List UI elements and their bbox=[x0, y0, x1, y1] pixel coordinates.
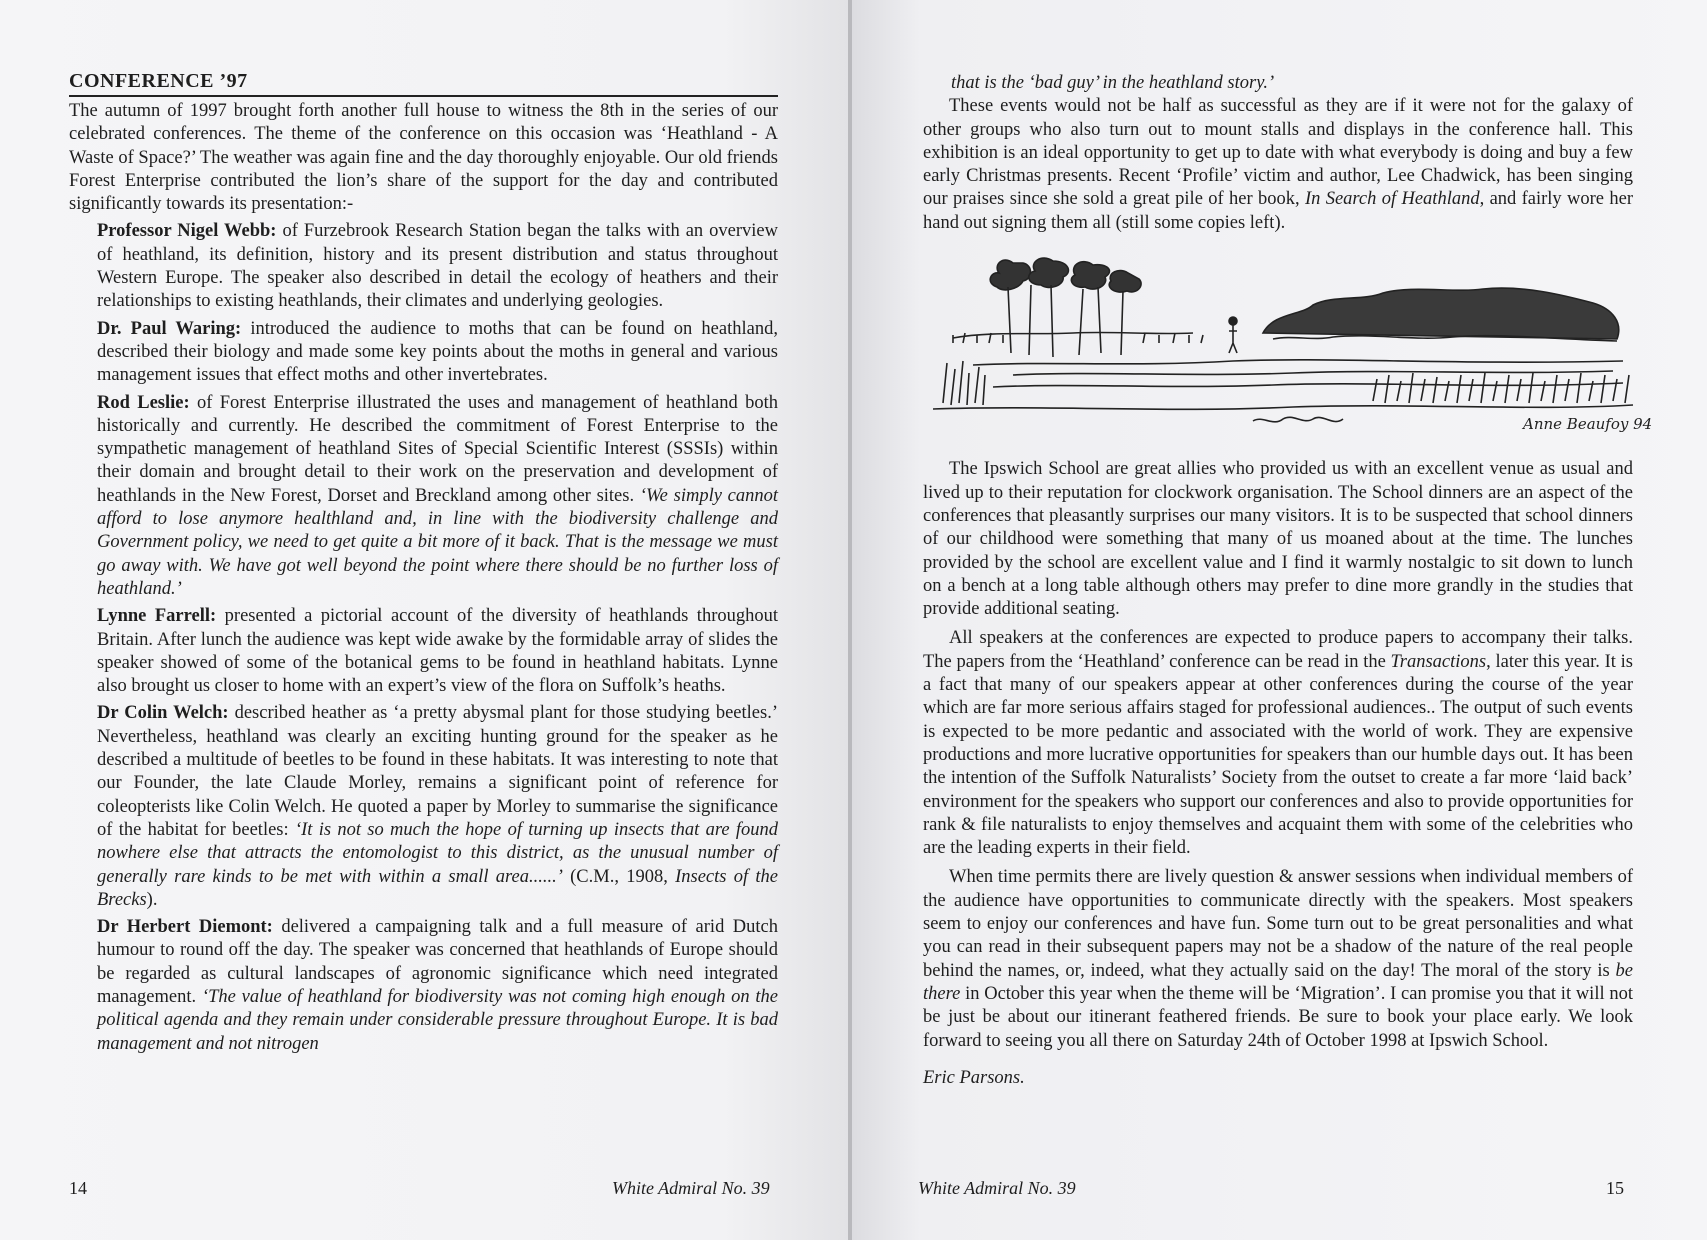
emphasis: be there bbox=[923, 960, 1633, 1004]
speaker-name: Professor Nigel Webb: bbox=[97, 221, 277, 242]
running-head-left: White Admiral No. 39 bbox=[612, 1178, 770, 1198]
speaker-entry bbox=[97, 318, 778, 388]
speaker-description: of Furzebrook Research Station began the talks with an overview of heathland, its definition, history and its present distribution and status throughout Western Europe. The speaker also described in detail the ecology of heathers and their relationships to existing heathlands, their climates and underlying geologies. bbox=[97, 221, 778, 312]
page-number-left: 14 bbox=[69, 1178, 87, 1198]
speaker-entry bbox=[97, 916, 778, 1056]
para-text: All speakers at the conferences are expected to produce papers to accompany their talks. The papers from the ‘Heathland’ conference can be read in the bbox=[923, 628, 1633, 672]
intro-paragraph: The autumn of 1997 brought forth another full house to witness the 8th in the series of our celebrated conferences. The theme of the conference on this occasion was ‘Heathland - A Waste of Space?’ The weather was again fine and the day thoroughly enjoyable. Our old friends Forest Enterprise contributed the lion’s share of the support for the day and contributed significantly towards its presentation:- bbox=[69, 101, 778, 215]
journal-title: Transactions bbox=[1390, 651, 1487, 672]
speaker-name: Dr Colin Welch: bbox=[97, 703, 229, 724]
book-title: In Search of Heathland bbox=[1304, 189, 1480, 210]
illustration-signature: Anne Beaufoy 94 bbox=[1523, 415, 1653, 434]
speaker-name: Dr. Paul Waring: bbox=[97, 318, 242, 339]
speaker-entry bbox=[97, 702, 778, 912]
speaker-entry bbox=[97, 220, 778, 313]
para-text: When time permits there are lively question & answer sessions when individual members of the audience have opportunities to communicate directly with the speakers. Most speakers seem to enjoy our conferences and have fun. Some turn out to be great personalities and what you can read in their subsequent papers may not be a shadow of the nature of the real people behind the names, or, indeed, what they actually said on the day! The moral of the story is bbox=[923, 867, 1633, 981]
paragraph-closing bbox=[923, 866, 1633, 1052]
para-text: , and fairly wore her hand out signing them all (still some copies left). bbox=[923, 189, 1633, 233]
quote-continued-text: that is the ‘bad guy’ in the heathland story.’ bbox=[951, 73, 1275, 93]
speaker-quote: ‘It is not so much the hope of turning up insects that are found nowhere else that attracts the entomologist to this district, as the unusual number of generally rare kinds to be met with within a small area......’ bbox=[97, 819, 778, 887]
right-page bbox=[852, 0, 1707, 1240]
speaker-name: Dr Herbert Diemont: bbox=[97, 917, 273, 938]
quote-continued bbox=[951, 72, 1633, 95]
speaker-description: of Forest Enterprise illustrated the uses and management of heathland both historically and currently. He described the commitment of Forest Enterprise to the sympathetic management of heathland Sites of Special Scientific Interest (SSSIs) within their domain and brought detail to their work on the preservation and development of heathlands in the New Forest, Dorset and Breckland among other sites. bbox=[97, 392, 778, 506]
running-head-right: White Admiral No. 39 bbox=[918, 1178, 1076, 1198]
page-number-right: 15 bbox=[1606, 1178, 1624, 1198]
paragraph-papers bbox=[923, 627, 1633, 860]
speaker-description: delivered a campaigning talk and a full measure of arid Dutch humour to round off the day. The speaker was concerned that heathlands of Europe should be regarded as cultural landscapes of agronomic significance which need integrated management. bbox=[97, 917, 779, 1007]
right-column bbox=[923, 72, 1653, 1090]
para-text: These events would not be half as successful as they are if it were not for the galaxy of other groups who also turn out to mount stalls and displays in the conference hall. This exhibition is an ideal opportunity to get up to date with what everybody is doing and buy a few early Christmas presents. Recent ‘Profile’ victim and author, Lee Chadwick, has been singing our praises since she sold a great pile of her book, bbox=[923, 96, 1633, 210]
speaker-entry bbox=[97, 605, 778, 698]
citation-title: Insects of the Brecks bbox=[97, 866, 778, 910]
speaker-name: Lynne Farrell: bbox=[97, 606, 217, 627]
speaker-description: presented a pictorial account of the diversity of heathlands throughout Britain. After lunch the audience was kept wide awake by the formidable array of slides the speaker showed of some of the botanical gems to be found in heathland habitats. Lynne also brought us closer to home with an expert’s view of the flora on Suffolk’s heaths. bbox=[97, 606, 778, 697]
article-title: CONFERENCE ’97 bbox=[69, 70, 778, 97]
speaker-entry bbox=[97, 392, 778, 602]
para-text: , later this year. It is a fact that many of our speakers appear at other conferences during the course of the year which are far more serious affairs staged for professional audiences.. The output of such events is expected to be more pedantic and associated with the world of work. They are expensive productions and more lucrative opportunities for speakers than our humble days out. It has been the intention of the Suffolk Naturalists’ Society from the outset to create a far more ‘laid back’ environment for the speakers who support our conferences and also to provide opportunities for rank & file naturalists to enjoy themselves and acquaint them with some of the celebrities who are the leading experts in their field. bbox=[923, 651, 1633, 859]
speaker-quote: ‘We simply cannot afford to lose anymore healthland and, in line with the biodiversity challenge and Government policy, we need to get quite a bit more of it back. That is the message we must go away with. We have got well beyond the point where there should be no further loss of heathland.’ bbox=[97, 485, 778, 599]
paragraph-exhibition bbox=[923, 95, 1633, 235]
citation-end: ). bbox=[146, 889, 158, 910]
speaker-name: Rod Leslie: bbox=[97, 392, 190, 413]
citation: (C.M., 1908, bbox=[562, 866, 676, 887]
para-text: in October this year when the theme will be ‘Migration’. I can promise you that it will not be just be about our itinerant feathered friends. Be sure to book your place early. We look forward to seeing you all there on Saturday 24th of October 1998 at Ipswich School. bbox=[923, 983, 1633, 1051]
left-column bbox=[69, 100, 778, 1056]
heathland-illustration bbox=[933, 243, 1653, 439]
speaker-description: introduced the audience to moths that can be found on heathland, described their biology and made some key points about the moths in general and various management issues that effect moths and other invertebrates. bbox=[97, 318, 778, 386]
left-page bbox=[0, 0, 850, 1240]
paragraph-school: The Ipswich School are great allies who provided us with an excellent venue as usual and lived up to their reputation for clockwork organisation. The School dinners are an aspect of the conferences that pleasantly surprises our many visitors. It is to be suspected that school dinners of our childhood were something that many of us moaned about at the time. The lunches provided by the school are excellent value and I find it warmly nostalgic to sit down to lunch on a bench at a long table although others may prefer to dine more grandly in the studies that provide additional seating. bbox=[923, 459, 1633, 620]
author-signature: Eric Parsons. bbox=[923, 1067, 1025, 1088]
speaker-description: described heather as ‘a pretty abysmal plant for those studying beetles.’ Nevertheless, heathland was clearly an exciting hunting ground for the speaker as he described a multitude of beetles to be found in these habitats. It was interesting to note that our Founder, the late Claude Morley, remains a significant point of reference for coleopterists like Colin Welch. He quoted a paper by Morley to summarise the significance of the habitat for beetles: bbox=[97, 703, 778, 840]
speaker-quote: ‘The value of heathland for biodiversity was not coming high enough on the political agenda and they remain under considerable pressure throughout Europe. It is bad management and not nitrogen bbox=[97, 986, 778, 1054]
